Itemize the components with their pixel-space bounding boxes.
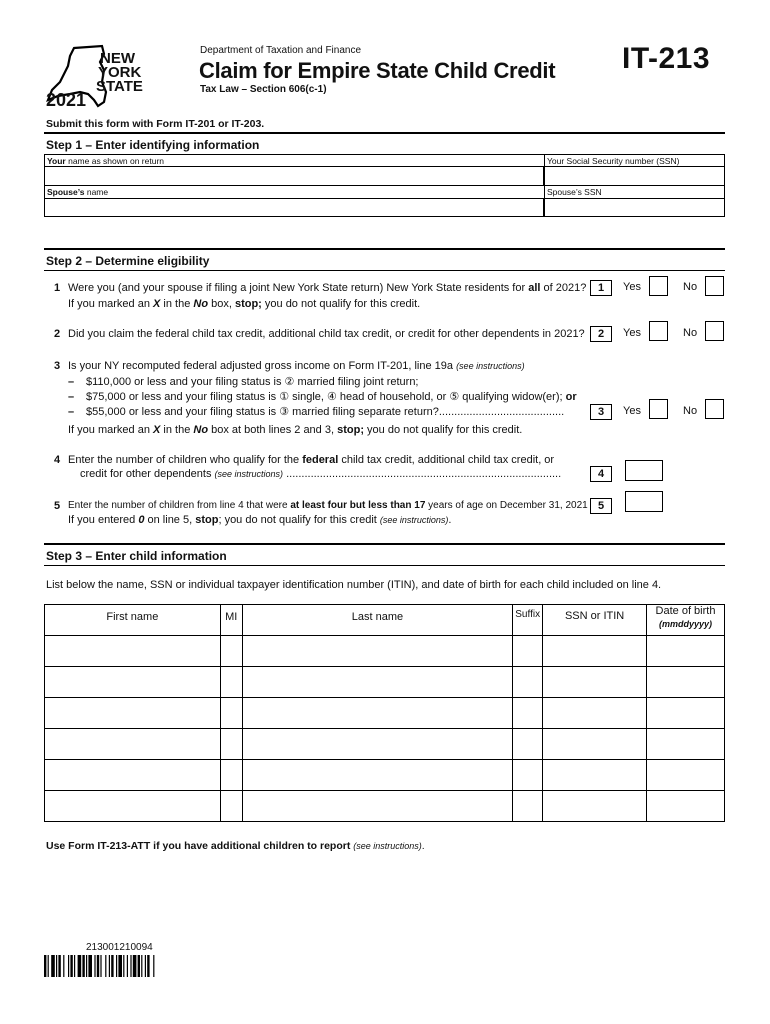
department-name: Department of Taxation and Finance (200, 45, 362, 56)
ssn-cell[interactable] (543, 760, 647, 791)
last-name-cell[interactable] (242, 636, 513, 667)
dob-cell[interactable] (647, 791, 725, 822)
mi-cell[interactable] (220, 760, 242, 791)
line3-yes-checkbox[interactable] (649, 399, 668, 419)
barcode-bar (51, 955, 55, 977)
line1-box-label: 1 (590, 280, 612, 296)
barcode-bar (138, 955, 140, 977)
line1-no-label: No (683, 281, 698, 293)
line3-option2: $75,000 or less and your filing status is ① single, ④ head of household, or ⑤ qualifying widow(er); or (86, 391, 577, 403)
barcode-bar (116, 955, 117, 977)
barcode-bar (88, 955, 92, 977)
first-name-cell[interactable] (45, 760, 221, 791)
line3-dash2: – (68, 391, 75, 403)
dob-cell[interactable] (647, 636, 725, 667)
barcode-bar (58, 955, 60, 977)
your-name-label: Your name as shown on return (47, 156, 165, 166)
last-name-cell[interactable] (242, 791, 513, 822)
suffix-cell[interactable] (513, 636, 543, 667)
table-row (45, 667, 725, 698)
col-suffix: Suffix (513, 605, 543, 636)
step2-top-rule (44, 248, 725, 250)
line4-question: Enter the number of children who qualify for the federal child tax credit, additional child tax credit, or (68, 454, 555, 466)
first-name-cell[interactable] (45, 667, 221, 698)
line4-box-label: 4 (590, 466, 612, 482)
your-ssn-field[interactable] (544, 166, 725, 186)
line2-no-label: No (683, 327, 698, 339)
barcode-bar (63, 955, 64, 977)
ssn-cell[interactable] (543, 791, 647, 822)
step1-column-divider (544, 154, 545, 198)
barcode-bar (127, 955, 128, 977)
barcode-bar (94, 955, 95, 977)
line4-question-cont: credit for other dependents (see instructions) .......................................................................................... (80, 468, 562, 480)
logo-state: STATE (96, 78, 143, 95)
barcode-bar (141, 955, 142, 977)
dob-cell[interactable] (647, 760, 725, 791)
dob-cell[interactable] (647, 667, 725, 698)
step1-heading: Step 1 – Enter identifying information (46, 138, 260, 152)
line2-box-label: 2 (590, 326, 612, 342)
mi-cell[interactable] (220, 791, 242, 822)
barcode-bar (82, 955, 84, 977)
line5-question: Enter the number of children from line 4 that were at least four but less than 17 years of age on December 31, 2021 (68, 500, 588, 511)
submit-note: Submit this form with Form IT-201 or IT-203. (46, 118, 265, 130)
barcode-bar (56, 955, 57, 977)
children-table-header (45, 605, 725, 636)
step3-heading-rule (44, 565, 725, 566)
step1-right-edge (724, 154, 725, 198)
dob-cell[interactable] (647, 729, 725, 760)
col-ssn-itin: SSN or ITIN (543, 605, 647, 636)
barcode-bar (111, 955, 113, 977)
table-row (45, 636, 725, 667)
last-name-cell[interactable] (242, 760, 513, 791)
line3-dash3: – (68, 406, 75, 418)
table-row (45, 760, 725, 791)
step3-top-rule (44, 543, 725, 545)
table-row (45, 729, 725, 760)
line3-yes-label: Yes (623, 405, 641, 417)
line3-note: If you marked an X in the No box at both lines 2 and 3, stop; you do not qualify for this credit. (68, 424, 523, 436)
barcode-bar (130, 955, 131, 977)
col-first-name: First name (45, 605, 221, 636)
line5-children-count-field[interactable] (625, 491, 663, 512)
line3-option3: $55,000 or less and your filing status is ③ married filing separate return?......................................... (86, 406, 565, 418)
line3-box-label: 3 (590, 404, 612, 420)
table-row (45, 698, 725, 729)
spouse-ssn-label: Spouse’s SSN (547, 187, 602, 197)
mi-cell[interactable] (220, 698, 242, 729)
line4-children-count-field[interactable] (625, 460, 663, 481)
suffix-cell[interactable] (513, 791, 543, 822)
col-dob-title: Date of birth (655, 605, 716, 617)
barcode-bar (74, 955, 75, 977)
ssn-cell[interactable] (543, 729, 647, 760)
barcode-bar (70, 955, 72, 977)
line2-question: Did you claim the federal child tax credit, additional child tax credit, or credit for other dependents in 2021? (68, 328, 585, 340)
step1-top-rule (44, 154, 725, 155)
mi-cell[interactable] (220, 729, 242, 760)
mi-cell[interactable] (220, 667, 242, 698)
your-ssn-label: Your Social Security number (SSN) (547, 156, 680, 166)
line1-number: 1 (54, 282, 61, 294)
barcode-bar (133, 955, 137, 977)
step2-heading-rule (44, 270, 725, 271)
line3-question: Is your NY recomputed federal adjusted gross income on Form IT-201, line 19a (see instructions) (68, 360, 525, 372)
suffix-cell[interactable] (513, 698, 543, 729)
suffix-cell[interactable] (513, 729, 543, 760)
spouse-name-label: Spouse’s name (47, 187, 109, 197)
last-name-cell[interactable] (242, 729, 513, 760)
barcode-bar (86, 955, 87, 977)
tax-year: 2021 (46, 90, 87, 110)
line1-no-checkbox[interactable] (705, 276, 724, 296)
header-divider (44, 132, 725, 134)
children-table (44, 604, 725, 822)
barcode-bar (118, 955, 122, 977)
col-last-name: Last name (242, 605, 513, 636)
barcode-number: 213001210094 (86, 942, 153, 953)
line1-yes-checkbox[interactable] (649, 276, 668, 296)
spouse-name-field[interactable] (44, 198, 544, 217)
table-row (45, 791, 725, 822)
step3-heading: Step 3 – Enter child information (46, 549, 227, 563)
tax-law-reference: Tax Law – Section 606(c-1) (200, 84, 327, 95)
logo-york: YORK (98, 64, 142, 81)
barcode-bar (145, 955, 146, 977)
col-date-of-birth (647, 605, 725, 636)
your-name-field[interactable] (44, 166, 544, 186)
dob-cell[interactable] (647, 698, 725, 729)
barcode-bar (153, 955, 154, 977)
line5-note: If you entered 0 on line 5, stop; you do not qualify for this credit (see instructions). (68, 514, 452, 526)
spouse-ssn-field[interactable] (544, 198, 725, 217)
last-name-cell[interactable] (242, 667, 513, 698)
form-id: IT-213 (622, 42, 711, 75)
barcode-bar (105, 955, 106, 977)
barcode-bar (44, 955, 46, 977)
barcode-bar (123, 955, 124, 977)
line2-yes-label: Yes (623, 327, 641, 339)
line5-box-label: 5 (590, 498, 612, 514)
col-mi: MI (220, 605, 242, 636)
barcode-bar (100, 955, 101, 977)
mi-cell[interactable] (220, 636, 242, 667)
suffix-cell[interactable] (513, 667, 543, 698)
additional-children-note: Use Form IT-213-ATT if you have additional children to report (see instructions). (46, 840, 425, 852)
line4-number: 4 (54, 454, 61, 466)
form-title: Claim for Empire State Child Credit (199, 58, 556, 83)
line3-no-checkbox[interactable] (705, 399, 724, 419)
barcode-bar (97, 955, 99, 977)
barcode-bar (48, 955, 49, 977)
ssn-cell[interactable] (543, 698, 647, 729)
barcode-bar (147, 955, 149, 977)
first-name-cell[interactable] (45, 636, 221, 667)
barcode (44, 955, 194, 977)
col-dob-format: (mmddyyyy) (658, 619, 712, 629)
line1-question: Were you (and your spouse if filing a joint New York State return) New York State residents for all of 2021? (68, 282, 587, 294)
first-name-cell[interactable] (45, 729, 221, 760)
step1-left-edge (44, 154, 45, 198)
line5-number: 5 (54, 500, 61, 512)
barcode-bar (109, 955, 110, 977)
first-name-cell[interactable] (45, 698, 221, 729)
line1-note: If you marked an X in the No box, stop; you do not qualify for this credit. (68, 298, 421, 310)
line3-option1: $110,000 or less and your filing status is ② married filing joint return; (86, 376, 419, 388)
line3-number: 3 (54, 360, 61, 372)
step3-intro: List below the name, SSN or individual taxpayer identification number (ITIN), and date of birth for each child included on line 4. (46, 579, 662, 591)
ssn-cell[interactable] (543, 667, 647, 698)
line3-dash1: – (68, 376, 75, 388)
line2-no-checkbox[interactable] (705, 321, 724, 341)
step2-heading: Step 2 – Determine eligibility (46, 254, 210, 268)
first-name-cell[interactable] (45, 791, 221, 822)
barcode-bar (68, 955, 69, 977)
line1-yes-label: Yes (623, 281, 641, 293)
line2-number: 2 (54, 328, 61, 340)
ssn-cell[interactable] (543, 636, 647, 667)
line2-yes-checkbox[interactable] (649, 321, 668, 341)
logo-new: NEW (100, 50, 135, 67)
suffix-cell[interactable] (513, 760, 543, 791)
barcode-bar (78, 955, 82, 977)
last-name-cell[interactable] (242, 698, 513, 729)
line3-no-label: No (683, 405, 698, 417)
